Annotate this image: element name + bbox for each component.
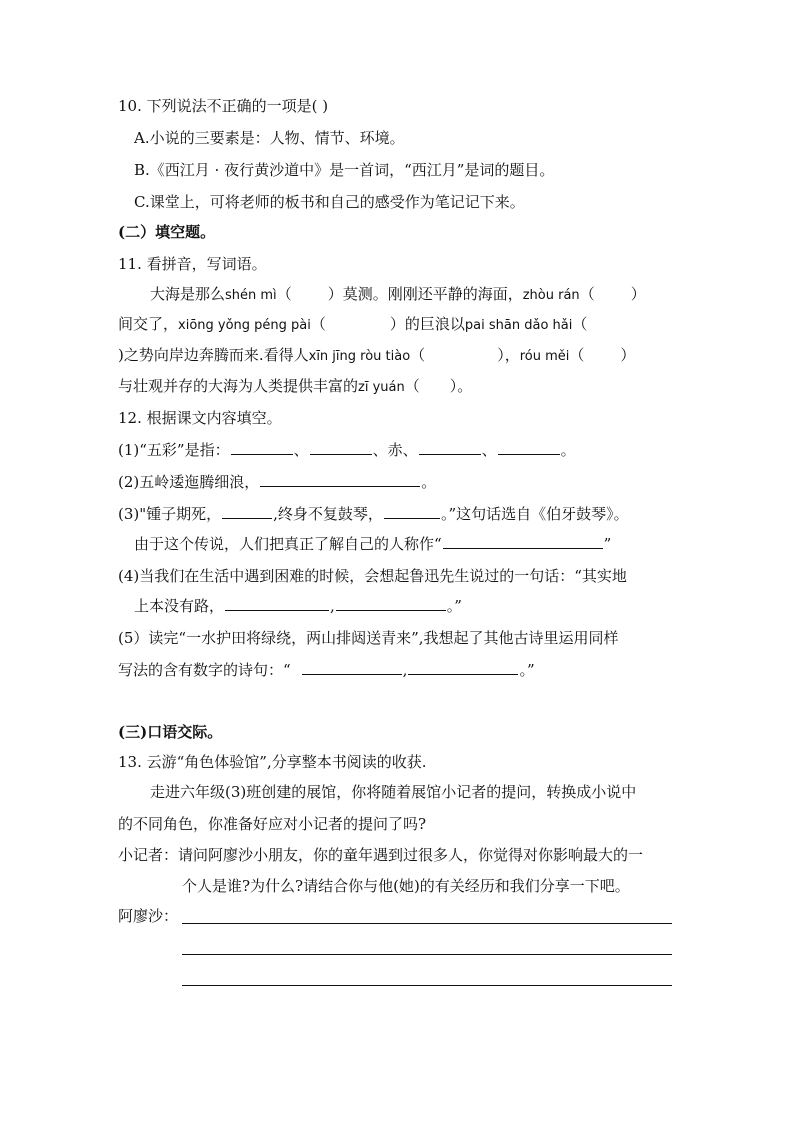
q13-paragraph-1: 走进六年级(3)班创建的展馆，你将随着展馆小记者的提问，转换成小说中	[150, 783, 637, 801]
pinyin-zhouran: zhòu rán	[522, 288, 580, 303]
pinyin-shenmi: shén mì	[225, 288, 277, 303]
answer-blank[interactable]	[225, 596, 329, 611]
answer-blank[interactable]	[222, 504, 272, 519]
answer-blank[interactable]	[310, 440, 372, 455]
reporter-question-cont: 个人是谁?为什么?请结合你与他(她)的有关经历和我们分享一下吧。	[182, 877, 630, 895]
q10-stem: 10. 下列说法不正确的一项是( )	[118, 97, 329, 115]
answer-blank[interactable]	[498, 440, 560, 455]
answer-line[interactable]	[182, 923, 672, 924]
q10-option-a: A.小说的三要素是：人物、情节、环境。	[134, 129, 405, 147]
q12-item-4-cont: 上本没有路， , 。”	[134, 597, 462, 615]
q13-paragraph-2: 的不同角色，你准备好应对小记者的提问了吗?	[118, 815, 427, 833]
answer-blank[interactable]	[384, 504, 440, 519]
q11-line-4: 与壮观并存的大海为人类提供丰富的zī yuán（ ）。	[118, 377, 473, 395]
q12-item-4: (4)当我们在生活中遇到困难的时候，会想起鲁迅先生说过的一句话：“其实地	[118, 567, 627, 585]
pinyin-roumei: róu měi	[519, 349, 570, 364]
q11-line-3: )之势向岸边奔腾而来.看得人xīn jīng ròu tiào（ ），róu měi（ ）	[118, 346, 636, 364]
answer-blank[interactable]	[260, 472, 420, 487]
q12-item-5: (5）读完“一水护田将绿绕，两山排闼送青来”,我想起了其他古诗里运用同样	[118, 629, 619, 647]
pinyin-ziyuan: zī yuán	[358, 380, 405, 395]
answer-blank[interactable]	[302, 660, 402, 675]
pinyin-paishandaohai: pai shān dǎo hǎi	[464, 318, 573, 333]
q12-item-1: (1)“五彩”是指： 、 、赤、 、 。	[118, 441, 576, 459]
section-oral-communication-title: (三)口语交际。	[118, 723, 223, 741]
q11-line-2: 间交了，xiōng yǒng péng pài（ ）的巨浪以pai shān dǎo hǎi（	[118, 315, 588, 333]
pinyin-xiongyongpengpai: xiōng yǒng péng pài	[178, 318, 311, 333]
q10-option-b: B.《西江月 · 夜行黄沙道中》是一首词，“西江月”是词的题目。	[134, 161, 555, 179]
answer-blank[interactable]	[443, 534, 603, 549]
pinyin-xinjingroutiao: xīn jīng ròu tiào	[308, 349, 411, 364]
q12-item-2: (2)五岭逶迤腾细浪， 。	[118, 473, 437, 491]
q13-stem: 13. 云游“角色体验馆”,分享整本书阅读的收获.	[118, 753, 427, 771]
q10-option-c: C.课堂上，可将老师的板书和自己的感受作为笔记记下来。	[134, 193, 525, 211]
q12-item-5-cont: 写法的含有数字的诗句：“ , 。”	[118, 661, 535, 679]
q12-item-3: (3)"锺子期死， ,终身不复鼓琴， 。”这句话选自《伯牙鼓琴》。	[118, 505, 629, 523]
section-fill-blanks-title: (二）填空题。	[118, 223, 216, 241]
q12-stem: 12. 根据课文内容填空。	[118, 409, 282, 427]
answer-blank[interactable]	[408, 660, 518, 675]
answer-blank[interactable]	[419, 440, 481, 455]
answer-blank[interactable]	[231, 440, 293, 455]
reporter-question: 小记者：请问阿廖沙小朋友，你的童年遇到过很多人，你觉得对你影响最大的一	[118, 846, 644, 864]
answer-line[interactable]	[182, 954, 672, 955]
q11-stem: 11. 看拼音，写词语。	[118, 255, 267, 273]
q12-item-3-cont: 由于这个传说，人们把真正了解自己的人称作“ ”	[134, 535, 612, 553]
answer-blank[interactable]	[336, 596, 446, 611]
answer-label: 阿廖沙：	[118, 907, 179, 925]
answer-line[interactable]	[182, 985, 672, 986]
q11-line-1: 大海是那么shén mì（ ）莫测。刚刚还平静的海面，zhòu rán（ ）	[150, 285, 646, 303]
